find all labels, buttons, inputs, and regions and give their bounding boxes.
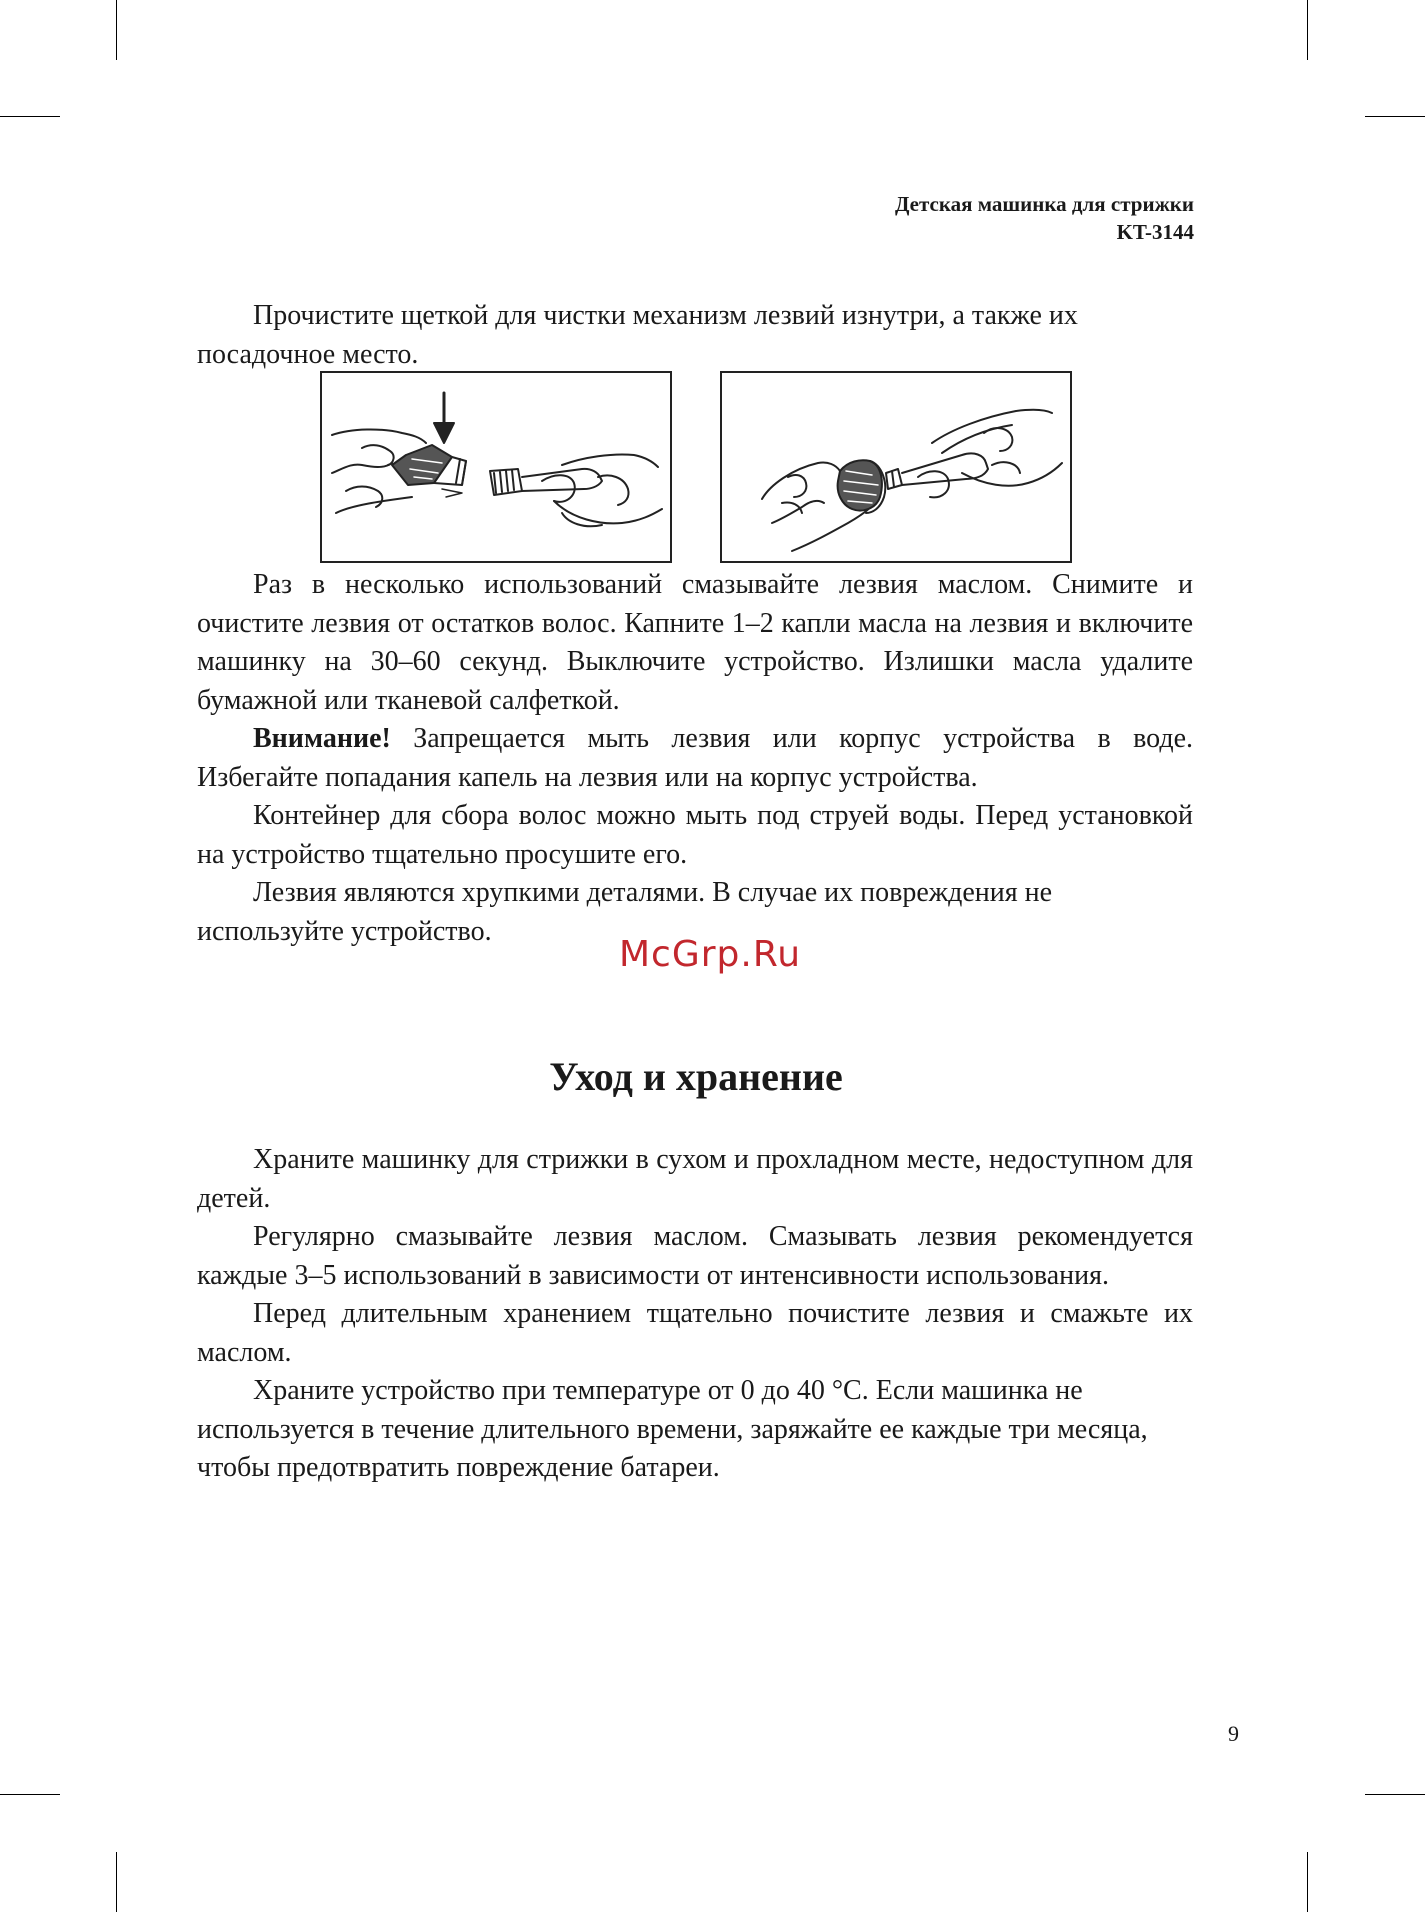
- intro-section: [197, 297, 1193, 374]
- storage-paragraph-4: Храните устройство при температуре от 0 до 40 °С. Если машинка не используется в течение длительного времени, заряжайте ее каждые три месяца, чтобы предотвратить повреждение батареи.: [197, 1375, 1148, 1483]
- oil-blades-paragraph: Раз в несколько использований смазывайте лезвия маслом. Снимите и очистите лезвия от остатков волос. Капните 1–2 капли масла на лезвия и включите машинку на 30–60 секунд. Выключите устройство. Излишки масла удалите бумажной или тканевой салфеткой.: [197, 569, 1193, 716]
- cleaning-figures: [320, 371, 1070, 561]
- page-number: 9: [1228, 1721, 1239, 1746]
- storage-paragraph-2: Регулярно смазывайте лезвия маслом. Смазывать лезвия рекомендуется каждые 3–5 использований в зависимости от интенсивности использования.: [197, 1221, 1193, 1291]
- warning-text: Запрещается мыть лезвия или корпус устройства в воде. Избегайте попадания капель на лезвия или на корпус устройства.: [197, 723, 1193, 793]
- fragile-blades-paragraph: Лезвия являются хрупкими деталями. В случае их повреждения не используйте устройство.: [197, 877, 1053, 947]
- running-header: [895, 190, 1194, 246]
- hand-brush-blade-holder-illustration: [722, 373, 1070, 561]
- storage-section: [197, 1141, 1193, 1488]
- figure-clean-blades: [320, 371, 672, 563]
- crop-mark: [116, 1852, 117, 1912]
- crop-mark: [1307, 1852, 1308, 1912]
- container-paragraph: Контейнер для сбора волос можно мыть под струей воды. Перед установкой на устройство тщательно просушите его.: [197, 800, 1193, 870]
- crop-mark: [1307, 0, 1308, 60]
- header-model: KT-3144: [1116, 220, 1194, 244]
- crop-mark: [116, 0, 117, 60]
- section-title: Уход и хранение: [549, 1054, 843, 1099]
- hand-brush-clipper-blades-illustration: [322, 373, 670, 561]
- watermark: McGrp.Ru: [619, 934, 802, 975]
- header-title: Детская машинка для стрижки: [894, 192, 1194, 216]
- intro-paragraph: Прочистите щеткой для чистки механизм лезвий изнутри, а также их посадочное место.: [197, 300, 1078, 370]
- cleaning-section: [197, 566, 1193, 951]
- crop-mark: [0, 116, 60, 117]
- storage-paragraph-3: Перед длительным хранением тщательно почистите лезвия и смажьте их маслом.: [197, 1298, 1193, 1368]
- figure-clean-holder: [720, 371, 1072, 563]
- crop-mark: [1365, 1794, 1425, 1795]
- storage-paragraph-1: Храните машинку для стрижки в сухом и прохладном месте, недоступном для детей.: [197, 1144, 1193, 1214]
- crop-mark: [1365, 116, 1425, 117]
- crop-mark: [0, 1794, 60, 1795]
- warning-paragraph: [197, 720, 1193, 797]
- warning-label: Внимание!: [253, 723, 391, 754]
